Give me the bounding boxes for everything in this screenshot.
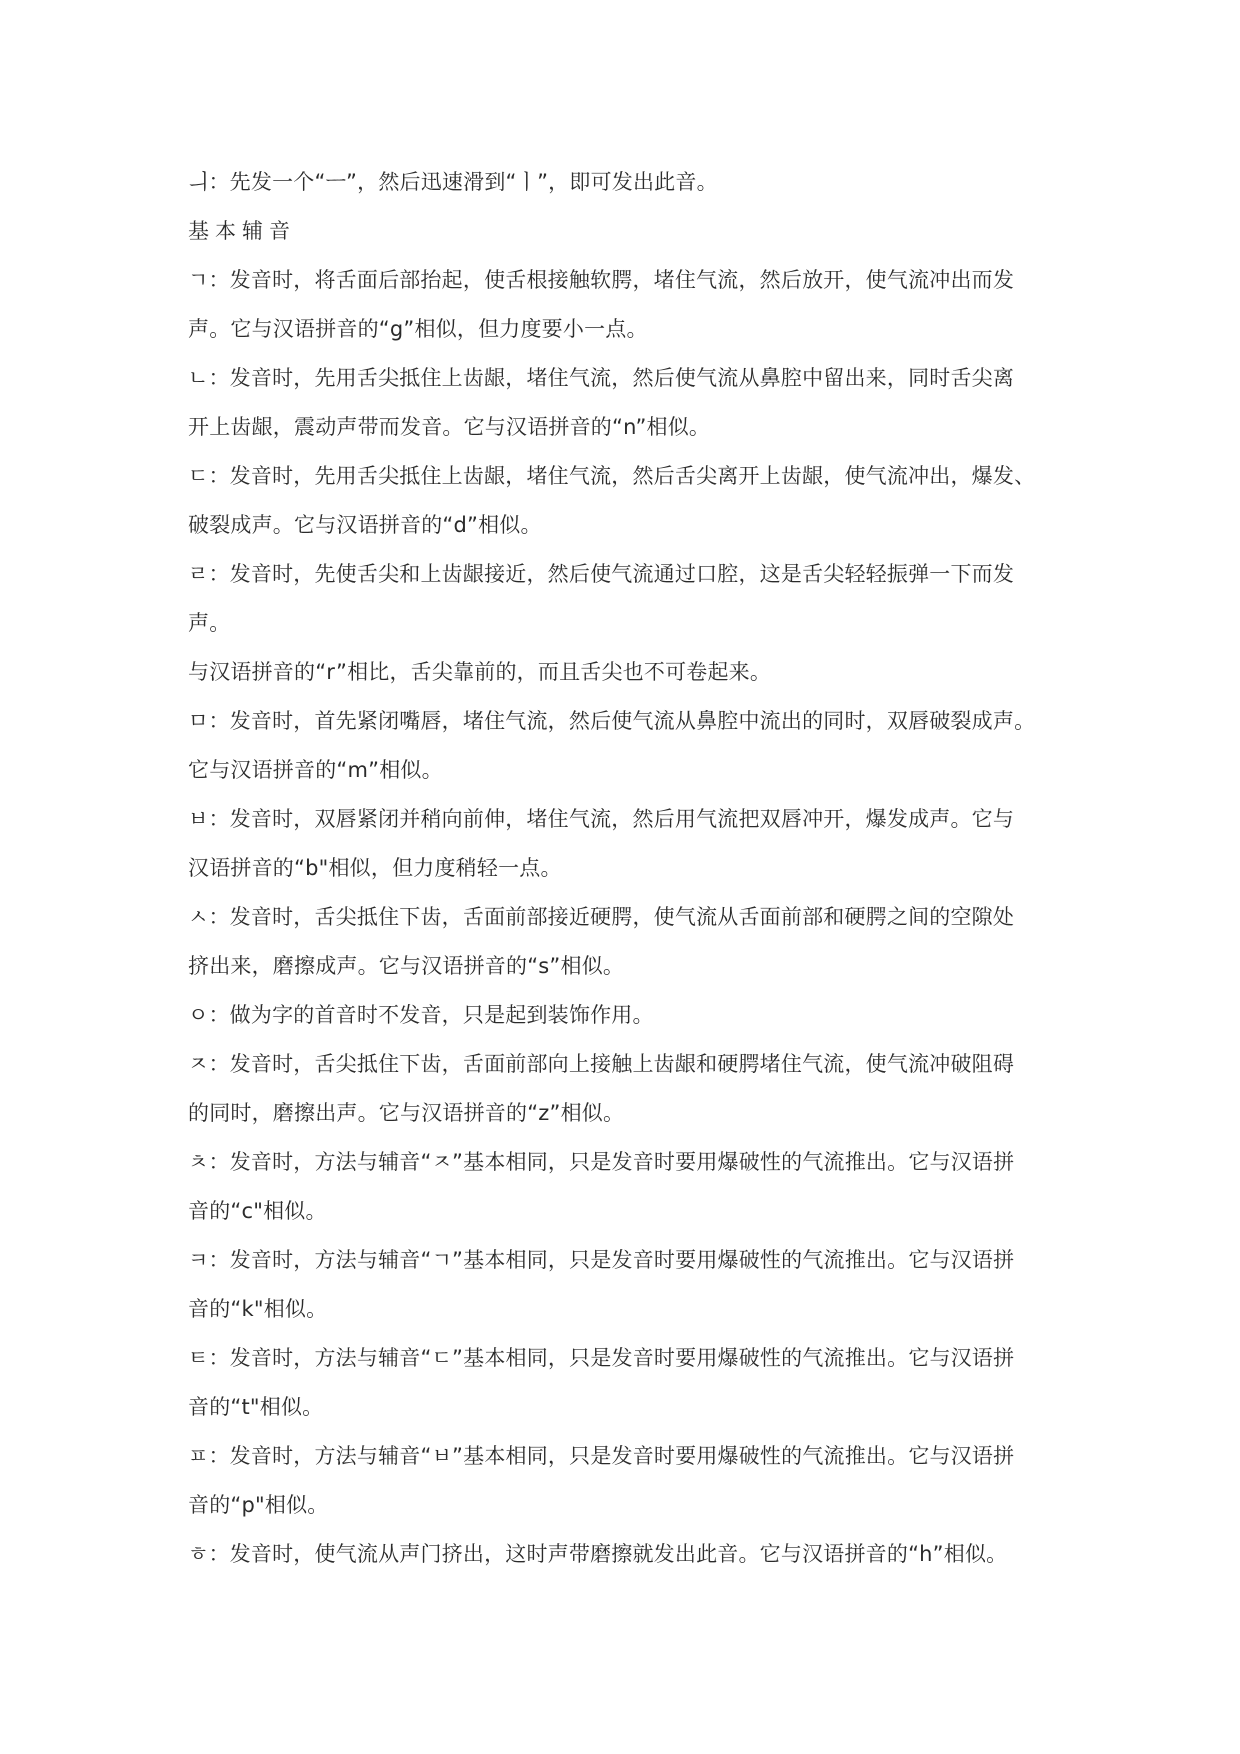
consonant-b-line-1: ㅂ：发音时，双唇紧闭并稍向前伸，堵住气流，然后用气流把双唇冲开，爆发成声。它与 [188,807,1015,831]
consonant-b-line-2: 汉语拼音的“b"相似，但力度稍轻一点。 [188,856,562,880]
consonant-j-line-2: 的同时，磨擦出声。它与汉语拼音的“z”相似。 [188,1101,625,1125]
consonant-d-line-1: ㄷ：发音时，先用舌尖抵住上齿龈，堵住气流，然后舌尖离开上齿龈，使气流冲出，爆发、 [188,464,1036,488]
consonant-n-line-1: ㄴ：发音时，先用舌尖抵住上齿龈，堵住气流，然后使气流从鼻腔中留出来，同时舌尖离 [188,366,1015,390]
consonant-r-line-2: 声。 [188,611,231,635]
consonant-n-line-2: 开上齿龈，震动声带而发音。它与汉语拼音的“n”相似。 [188,415,711,439]
section-heading-basic-consonants: 基本辅音 [188,219,296,243]
consonant-s-line-1: ㅅ：发音时，舌尖抵住下齿，舌面前部接近硬腭，使气流从舌面前部和硬腭之间的空隙处 [188,905,1015,929]
consonant-d-line-2: 破裂成声。它与汉语拼音的“d”相似。 [188,513,542,537]
consonant-t-line-2: 音的“t"相似。 [188,1395,324,1419]
consonant-ng-line: ㅇ：做为字的首音时不发音，只是起到装饰作用。 [188,1003,654,1027]
consonant-m-line-2: 它与汉语拼音的“m”相似。 [188,758,443,782]
document-page [188,158,1068,1579]
consonant-j-line-1: ㅈ：发音时，舌尖抵住下齿，舌面前部向上接触上齿龈和硬腭堵住气流，使气流冲破阻碍 [188,1052,1015,1076]
consonant-g-line-1: ㄱ：发音时，将舌面后部抬起，使舌根接触软腭，堵住气流，然后放开，使气流冲出而发 [188,268,1015,292]
consonant-ch-line-2: 音的“c"相似。 [188,1199,327,1223]
consonant-k-line-1: ㅋ：发音时，方法与辅音“ㄱ”基本相同，只是发音时要用爆破性的气流推出。它与汉语拼 [188,1248,1015,1272]
consonant-m-line-1: ㅁ：发音时，首先紧闭嘴唇，堵住气流，然后使气流从鼻腔中流出的同时，双唇破裂成声。 [188,709,1036,733]
consonant-h-line: ㅎ：发音时，使气流从声门挤出，这时声带磨擦就发出此音。它与汉语拼音的“h”相似。 [188,1542,1008,1566]
consonant-g-line-2: 声。它与汉语拼音的“g”相似，但力度要小一点。 [188,317,648,341]
consonant-t-line-1: ㅌ：发音时，方法与辅音“ㄷ”基本相同，只是发音时要用爆破性的气流推出。它与汉语拼 [188,1346,1015,1370]
consonant-r-line-1: ㄹ：发音时，先使舌尖和上齿龈接近，然后使气流通过口腔，这是舌尖轻轻振弹一下而发 [188,562,1015,586]
consonant-s-line-2: 挤出来，磨擦成声。它与汉语拼音的“s”相似。 [188,954,625,978]
consonant-p-line-1: ㅍ：发音时，方法与辅音“ㅂ”基本相同，只是发音时要用爆破性的气流推出。它与汉语拼 [188,1444,1015,1468]
vowel-ui-description: ㅢ：先发一个“ㅡ”，然后迅速滑到“ㅣ”，即可发出此音。 [188,170,718,194]
consonant-k-line-2: 音的“k"相似。 [188,1297,328,1321]
consonant-p-line-2: 音的“p"相似。 [188,1493,329,1517]
consonant-r-note: 与汉语拼音的“r”相比，舌尖靠前的，而且舌尖也不可卷起来。 [188,660,772,684]
consonant-ch-line-1: ㅊ：发音时，方法与辅音“ㅈ”基本相同，只是发音时要用爆破性的气流推出。它与汉语拼 [188,1150,1015,1174]
